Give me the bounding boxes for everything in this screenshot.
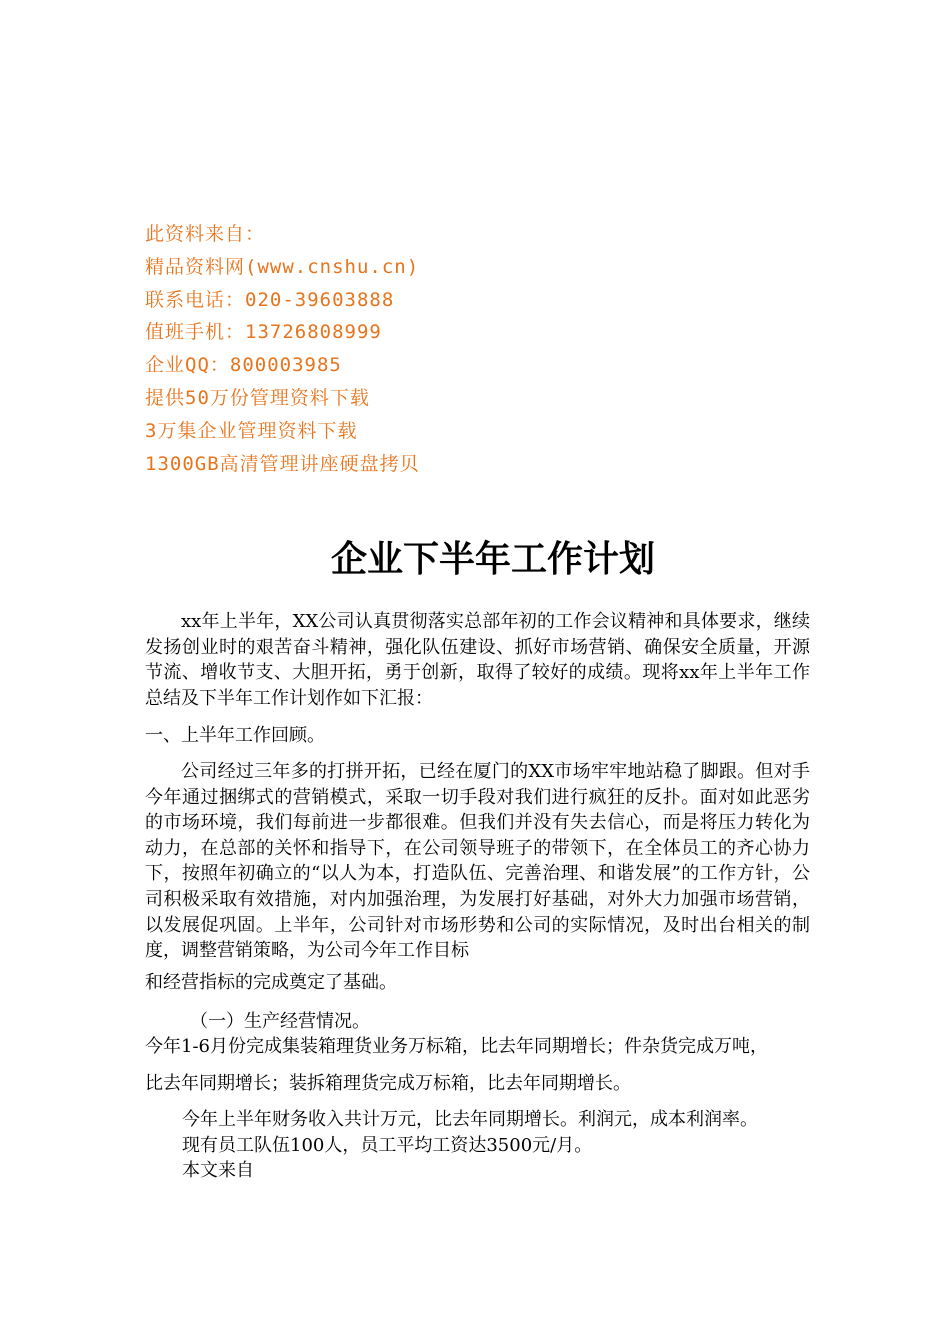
source-line-phone: 联系电话：020-39603888: [145, 288, 395, 311]
intro-paragraph: xx年上半年，XX公司认真贯彻落实总部年初的工作会议精神和具体要求，继续发扬创业时的艰苦奋斗精神，强化队伍建设、抓好市场营销、确保安全质量，开源节流、增收节支、大胆开拓，勇于创新，取得了较好的成绩。现将xx年上半年工作总结及下半年工作计划作如下汇报：: [145, 611, 810, 709]
source-line-mobile: 值班手机：13726808999: [145, 321, 382, 344]
production-line-2: 比去年同期增长；装拆箱理货完成万标箱，比去年同期增长。: [145, 1073, 631, 1094]
section-1-paragraph: 公司经过三年多的打拼开拓，已经在厦门的XX市场牢牢地站稳了脚跟。但对手今年通过捆绑式的营销模式，采取一切手段对我们进行疯狂的反扑。面对如此恶劣的市场环境，我们每前进一步都很难。但我们并没有失去信心，而是将压力转化为动力，在总部的关怀和指导下，在公司领导班子的带领下，在全体员工的齐心协力下，按照年初确立的“以人为本，打造队伍、完善治理、和谐发展”的工作方针，公司积极采取有效措施，对内加强治理，为发展打好基础，对外大力加强市场营销，以发展促巩固。上半年，公司针对市场形势和公司的实际情况，及时出台相关的制度，调整营销策略，为公司今年工作目标: [145, 761, 810, 962]
document-title: 企业下半年工作计划: [330, 539, 655, 580]
finance-line: 今年上半年财务收入共计万元，比去年同期增长。利润元，成本利润率。: [182, 1109, 758, 1130]
section-1-heading: 一、上半年工作回顾。: [145, 725, 325, 746]
source-line-website[interactable]: 精品资料网(www.cnshu.cn): [145, 255, 420, 278]
source-note: 本文来自: [182, 1160, 254, 1181]
production-line-1: 今年1-6月份完成集装箱理货业务万标箱，比去年同期增长；件杂货完成万吨，: [145, 1036, 768, 1057]
source-line-qq: 企业QQ：800003985: [145, 354, 342, 377]
source-line-intro: 此资料来自：: [145, 223, 266, 245]
source-info-block: [145, 218, 845, 480]
section-1-paragraph-end: 和经营指标的完成奠定了基础。: [145, 972, 397, 993]
subsection-1-heading: （一）生产经营情况。: [190, 1011, 370, 1032]
source-line-offer-1: 提供50万份管理资料下载: [145, 386, 370, 409]
staff-line: 现有员工队伍100人，员工平均工资达3500元/月。: [182, 1135, 593, 1156]
source-line-offer-2: 3万集企业管理资料下载: [145, 419, 358, 442]
source-line-offer-3: 1300GB高清管理讲座硬盘拷贝: [145, 452, 420, 475]
